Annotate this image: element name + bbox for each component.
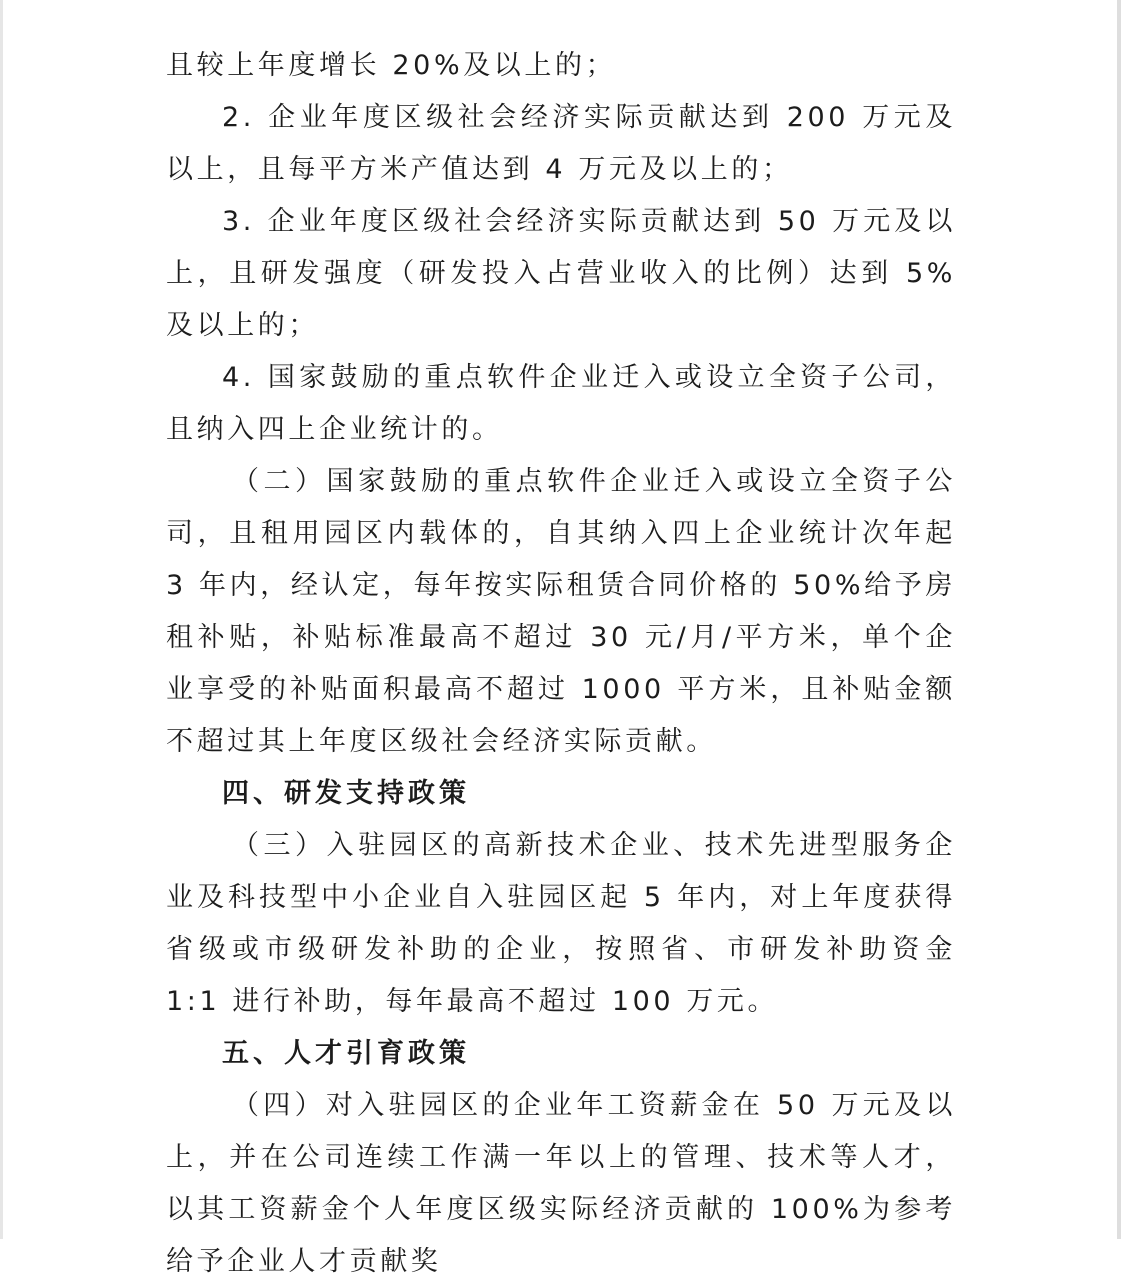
list-item-4: 4. 国家鼓励的重点软件企业迁入或设立全资子公司，且纳入四上企业统计的。 [166, 362, 956, 445]
clause-3-rd-subsidy: （三）入驻园区的高新技术企业、技术先进型服务企业及科技型中小企业自入驻园区起 5 年内，对上年度获得省级或市级研发补助的企业，按照省、市研发补助资金 1:1 进行补助，每年最高不超过 100 万元。 [166, 830, 956, 1017]
page-edge-right [1117, 0, 1121, 1239]
paragraph-continuation: 且较上年度增长 20%及以上的； [166, 50, 617, 81]
section-heading-rd-support: 四、研发支持政策 [222, 778, 470, 809]
page-edge-left [0, 0, 3, 1239]
list-item-3: 3. 企业年度区级社会经济实际贡献达到 50 万元及以上，且研发强度（研发投入占营业收入的比例）达到 5%及以上的； [166, 206, 956, 341]
section-heading-talent-policy: 五、人才引育政策 [222, 1038, 470, 1069]
clause-4-talent-reward: （四）对入驻园区的企业年工资薪金在 50 万元及以上，并在公司连续工作满一年以上的管理、技术等人才，以其工资薪金个人年度区级实际经济贡献的 100%为参考给予企业人才贡献奖 [166, 1090, 956, 1277]
clause-2-rent-subsidy: （二）国家鼓励的重点软件企业迁入或设立全资子公司，且租用园区内载体的，自其纳入四上企业统计次年起 3 年内，经认定，每年按实际租赁合同价格的 50%给予房租补贴，补贴标准最高不超过 30 元/月/平方米，单个企业享受的补贴面积最高不超过 1000 平方米，且补贴金额不超过其上年度区级社会经济实际贡献。 [166, 466, 956, 757]
list-item-2: 2. 企业年度区级社会经济实际贡献达到 200 万元及以上，且每平方米产值达到 4 万元及以上的； [166, 102, 956, 185]
document-body [166, 40, 956, 1288]
